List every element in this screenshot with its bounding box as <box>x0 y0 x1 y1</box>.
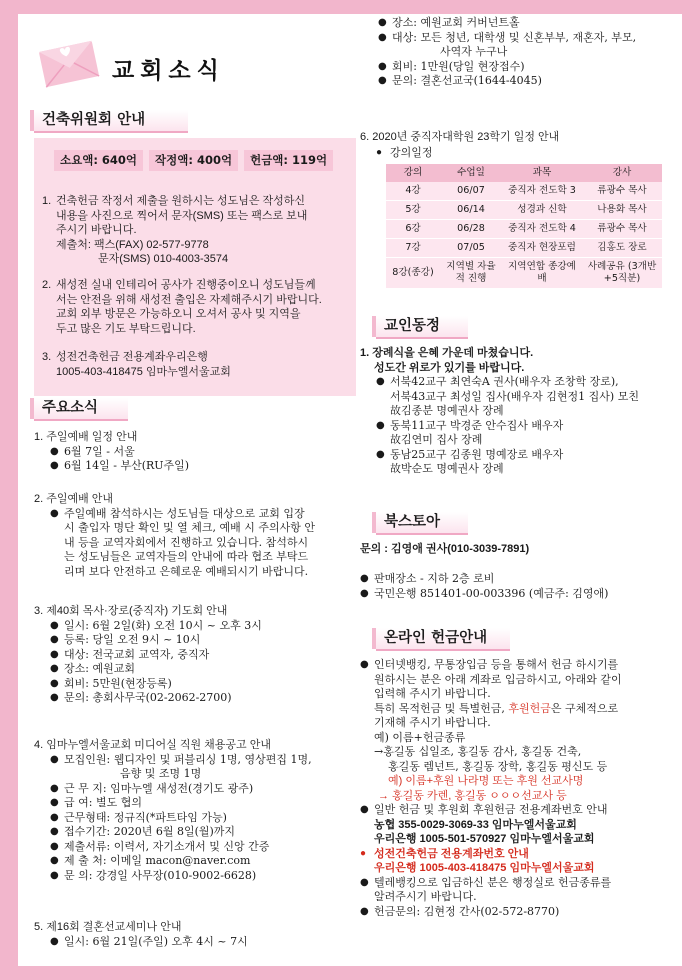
page-title: 교회소식 <box>112 58 225 84</box>
building-item-3: 3. 성전건축헌금 전용계좌우리은행 1005-403-418475 임마누엘서울교회 <box>42 351 231 378</box>
main-news-heading: 주요소식 <box>34 398 128 421</box>
left-column <box>34 14 356 966</box>
bulletin-page <box>18 14 682 966</box>
online-heading: 온라인 헌금안내 <box>376 628 510 651</box>
building-heading: 건축위원회 안내 <box>34 110 188 133</box>
grad-bullet: ● 강의일정 <box>376 146 433 161</box>
bookstore-heading: 북스토아 <box>376 512 468 535</box>
table-header: 강의 수업일 과목 강사 <box>386 164 662 182</box>
right-column <box>356 14 676 966</box>
pledged-amount: 작정액: 400억 <box>149 150 238 171</box>
news-1: 1. 주일예배 일정 안내 ● 6월 7일 - 서울 ● 6월 14일 - 부산(RU주일) <box>34 430 356 474</box>
required-amount: 소요액: 640억 <box>54 150 143 171</box>
seminar-details: ● 장소: 예원교회 커버넌트홀 ● 대상: 모든 청년, 대학생 및 신혼부부, 재혼자, 부모, 사역자 누구나 ● 회비: 1만원(당일 현장접수) ● 문의: 결혼선교국(1644-4045) <box>378 16 678 89</box>
building-item-1: 1. 건축헌금 작정서 제출을 원하시는 성도님은 작성하신 내용을 사진으로 찍어서 문자(SMS) 또는 팩스로 보내 주시기 바랍니다. 제출처: 팩스(FAX) 02-577-9778 문자(SMS) 010-4003-3574 <box>42 195 308 265</box>
bookstore-contact: 문의 : 김영애 권사(010-3039-7891) <box>360 543 530 555</box>
grad-title: 6. 2020년 중직자대학원 23학기 일정 안내 <box>360 131 560 143</box>
online-offering: ● 인터넷뱅킹, 무통장입금 등을 통해서 헌금 하시기를 원하시는 분은 아래 계좌로 입금하시고, 아래와 같이 입력해 주시기 바랍니다. 특히 목적헌금 및 특별헌금, 후원헌금은 구체적으로 기재해 주시기 바랍니다. 예) 이름+헌금종류 →홍길동 십일조, 홍길동 감사, 홍길동 건축, 홍길동 렘넌트, 홍길동 장학, 홍길동 평신도 등 예) 이름+후원 나라명 또는 후원 선교사명 → 홍길동 카렌, 홍길동 ㅇㅇㅇ선교사 등 ● 일반 헌금 및 후원회 후원헌금 전용계좌번호 안내 농협 355-0029-3069-33 임마누엘서울교회 우리은행 1005-501-570927 임마누엘서울교회 ● 성전건축헌금 전용계좌번호 안내 우리은행 1005-403-418475 임마누엘서울교회 ● 텔레뱅킹으로 입금하신 분은 행정실로 헌금종류를 알려주시기 바랍니다. ● 헌금문의: 김현정 간사(02-572-8770) <box>360 658 676 919</box>
building-box <box>34 138 356 396</box>
news-5: 5. 제16회 결혼선교세미나 안내 ● 일시: 6월 21일(주일) 오후 4시 ~ 7시 <box>34 920 356 949</box>
bookstore-info: ● 판매장소 - 지하 2층 로비 ● 국민은행 851401-00-003396 (예금주: 김영애) <box>360 572 676 601</box>
table-row: 4강 06/07 중직자 전도학 3 류광수 목사 <box>386 182 662 201</box>
offered-amount: 헌금액: 119억 <box>244 150 333 171</box>
news-4: 4. 임마누엘서울교회 미디어실 직원 채용공고 안내 ● 모집인원: 웹디자인 및 퍼블리싱 1명, 영상편집 1명, 음향 및 조명 1명 ● 근 무 지: 임마누엘 새성전(경기도 광주) ● 급 여: 별도 협의 ● 근무형태: 정규직(*파트타임 가능) ● 접수기간: 2020년 6월 8일(월)까지 ● 제출서류: 이력서, 자기소개서 및 신앙 간증 ● 제 출 처: 이메일 macon@naver.com ● 문 의: 강경일 사무장(010-9002-6628) <box>34 738 356 883</box>
members-heading: 교인동정 <box>376 316 468 339</box>
members-news: 1. 장례식을 은혜 가운데 마쳤습니다. 성도간 위로가 있기를 바랍니다. ● 서북42교구 최연숙A 권사(배우자 조창학 장로), 서북43교구 최성일 집사(배우자 김현정1 집사) 모친 故김종분 명예권사 장례 ● 동북11교구 박경준 안수집사 배우자 故김연미 집사 장례 ● 동남25교구 김종원 명예장로 배우자 故박순도 명예권사 장례 <box>360 346 676 477</box>
news-3: 3. 제40회 목사·장로(중직자) 기도회 안내 ● 일시: 6월 2일(화) 오전 10시 ~ 오후 3시 ● 등록: 당일 오전 9시 ~ 10시 ● 대상: 전국교회 교역자, 중직자 ● 장소: 예원교회 ● 회비: 5만원(현장등록) ● 문의: 총회사무국(02-2062-2700) <box>34 604 356 706</box>
schedule-table <box>386 164 662 289</box>
building-item-2: 2. 새성전 실내 인테리어 공사가 진행중이오니 성도님들께 서는 안전을 위해 새성전 출입은 자제해주시기 바랍니다. 교회 외부 방문은 가능하오니 오셔서 공사 및 지역을 두고 많은 기도 부탁드립니다. <box>42 279 322 335</box>
table-row: 6강 06/28 중직자 전도학 4 류광수 목사 <box>386 220 662 239</box>
table-row: 5강 06/14 성경과 신학 나용화 목사 <box>386 201 662 220</box>
table-row: 8강(종강) 지역별 자율적 진행 지역연합 종강예배 사례공유 (3개반+5직분) <box>386 258 662 289</box>
building-chips <box>54 150 339 171</box>
table-row: 7강 07/05 중직자 현장포럼 김홍도 장로 <box>386 239 662 258</box>
news-2: 2. 주일예배 안내 ● 주일예배 참석하시는 성도님들 대상으로 교회 입장 시 출입자 명단 확인 및 열 체크, 예배 시 주의사항 안 내 등을 교역자회에서 진행하고 있습니다. 참석하시 는 성도님들은 교역자들의 안내에 따라 협조 부탁드 리며 보다 안전하고 은혜로운 예배되시기 바랍니다. <box>34 492 356 579</box>
